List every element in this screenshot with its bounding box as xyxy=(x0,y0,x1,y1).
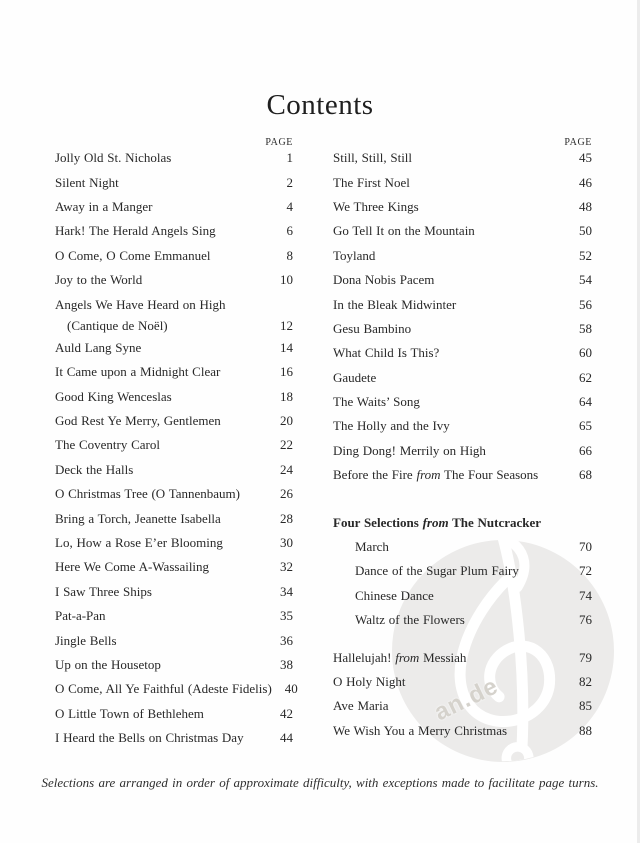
entry-title: In the Bleak Midwinter xyxy=(333,296,457,312)
page-number: 24 xyxy=(280,461,293,477)
page-number: 82 xyxy=(579,674,592,689)
entry-title: The Waits’ Song xyxy=(333,394,420,410)
toc-entry xyxy=(55,580,293,604)
page-column-header-right: PAGE xyxy=(564,137,592,148)
toc-entry xyxy=(55,726,293,750)
page-number: 32 xyxy=(280,559,293,575)
toc-entry xyxy=(55,195,293,219)
toc-entry xyxy=(55,409,293,433)
toc-entry xyxy=(333,439,592,463)
page-number: 20 xyxy=(280,413,293,429)
page-number: 46 xyxy=(579,174,592,190)
entry-title: I Heard the Bells on Christmas Day xyxy=(55,730,244,746)
entry-title: O Holy Night xyxy=(333,674,406,689)
entry-title: Away in a Manger xyxy=(55,198,153,214)
toc-entry xyxy=(333,268,592,292)
toc-entry xyxy=(55,628,293,652)
page-number: 6 xyxy=(286,223,293,239)
entry-title: The Holly and the Ivy xyxy=(333,418,450,434)
entry-title: God Rest Ye Merry, Gentlemen xyxy=(55,413,221,429)
entry-title: Joy to the World xyxy=(55,272,143,288)
page-number: 54 xyxy=(579,272,592,288)
toc-entry xyxy=(55,653,293,677)
page-number: 1 xyxy=(286,150,293,166)
entry-title: Bring a Torch, Jeanette Isabella xyxy=(55,510,221,526)
toc-entry xyxy=(333,645,592,669)
toc-entry xyxy=(55,702,293,726)
toc-entry xyxy=(55,268,293,292)
page-number: 70 xyxy=(579,539,592,555)
entry-title: Chinese Dance xyxy=(355,587,434,603)
page-number: 26 xyxy=(280,486,293,502)
entry-title: O Little Town of Bethlehem xyxy=(55,705,204,721)
toc-entry xyxy=(55,360,293,384)
entry-title: Dona Nobis Pacem xyxy=(333,272,435,288)
entry-title: O Come, O Come Emmanuel xyxy=(55,247,211,263)
page-number: 35 xyxy=(280,608,293,624)
entry-title: We Wish You a Merry Christmas xyxy=(333,722,508,738)
entry-title: Go Tell It on the Mountain xyxy=(333,223,475,239)
toc-entry xyxy=(333,317,592,341)
page-column-header-left: PAGE xyxy=(265,137,293,148)
page-number: 2 xyxy=(286,174,293,190)
entry-title: Deck the Halls xyxy=(55,461,134,477)
page-number: 12 xyxy=(280,318,293,334)
toc-entry xyxy=(333,463,592,487)
toc-entry xyxy=(333,390,592,414)
toc-entry xyxy=(333,341,592,365)
entry-subtitle: (Cantique de Noël) xyxy=(67,318,168,334)
entry-title: Pat-a-Pan xyxy=(55,608,106,624)
toc-entry xyxy=(55,170,293,194)
page-number: 18 xyxy=(280,388,293,404)
entry-title: Up on the Housetop xyxy=(55,657,161,672)
page-number: 85 xyxy=(579,698,592,714)
entry-title: Before the Fire from The Four Seasons xyxy=(333,467,539,483)
page-number: 38 xyxy=(280,657,293,672)
entry-title: O Come, All Ye Faithful (Adeste Fidelis) xyxy=(55,681,272,697)
toc-entry xyxy=(333,195,592,219)
entry-title: Waltz of the Flowers xyxy=(355,612,465,628)
entry-title: O Christmas Tree (O Tannenbaum) xyxy=(55,486,240,502)
entry-title: Here We Come A-Wassailing xyxy=(55,559,210,575)
toc-entry xyxy=(55,244,293,268)
page-number: 48 xyxy=(579,198,592,214)
entry-title: Good King Wenceslas xyxy=(55,388,172,404)
toc-entry xyxy=(333,608,592,632)
page-number: 36 xyxy=(280,632,293,648)
page-number: 42 xyxy=(280,705,293,721)
toc-entry xyxy=(333,170,592,194)
entry-title: Gaudete xyxy=(333,369,377,385)
toc-entry xyxy=(55,146,293,170)
entry-title: Jingle Bells xyxy=(55,632,117,648)
entry-title: Hallelujah! from Messiah xyxy=(333,649,467,665)
toc-entry xyxy=(333,559,592,583)
page-number: 8 xyxy=(286,247,293,263)
toc-entry xyxy=(333,414,592,438)
toc-entry xyxy=(333,535,592,559)
page-number: 66 xyxy=(579,442,592,458)
page-number: 30 xyxy=(280,535,293,551)
page-number: 10 xyxy=(280,272,293,288)
section-gap xyxy=(333,632,592,645)
toc-left-column xyxy=(55,146,298,750)
page-number: 56 xyxy=(579,296,592,312)
toc-entry xyxy=(55,604,293,628)
toc-entry xyxy=(55,506,293,530)
entry-title: I Saw Three Ships xyxy=(55,583,152,599)
page-number: 52 xyxy=(579,247,592,263)
toc-entry xyxy=(55,531,293,555)
entry-title: Jolly Old St. Nicholas xyxy=(55,150,172,166)
toc-entry xyxy=(333,719,592,743)
entry-title: We Three Kings xyxy=(333,198,419,214)
entry-title: It Came upon a Midnight Clear xyxy=(55,364,221,380)
toc-entry xyxy=(333,584,592,608)
toc-entry xyxy=(333,694,592,718)
toc-entry xyxy=(333,219,592,243)
page-number: 44 xyxy=(280,730,293,746)
page-number: 62 xyxy=(579,369,592,385)
page-number: 45 xyxy=(579,150,592,166)
page-number: 79 xyxy=(579,649,592,665)
page-title: Contents xyxy=(266,89,374,121)
page-number: 68 xyxy=(579,467,592,483)
toc-entry xyxy=(333,670,592,694)
entry-title: Still, Still, Still xyxy=(333,150,413,166)
page-number: 4 xyxy=(286,198,293,214)
entry-title: Lo, How a Rose E’er Blooming xyxy=(55,535,223,551)
page-number: 65 xyxy=(579,418,592,434)
entry-title: Ave Maria xyxy=(333,698,389,714)
entry-title: Angels We Have Heard on High xyxy=(55,296,226,312)
page-number: 34 xyxy=(280,583,293,599)
page-number: 14 xyxy=(280,339,293,355)
entry-title: Auld Lang Syne xyxy=(55,339,142,355)
entry-title: Ding Dong! Merrily on High xyxy=(333,442,486,458)
toc-entry xyxy=(333,146,592,170)
toc-entry xyxy=(55,385,293,409)
page-number: 16 xyxy=(280,364,293,380)
entry-title: The Coventry Carol xyxy=(55,437,160,453)
entry-title: Hark! The Herald Angels Sing xyxy=(55,223,216,239)
entry-title: Toyland xyxy=(333,247,376,263)
page-number: 50 xyxy=(579,223,592,239)
page-number: 28 xyxy=(280,510,293,526)
page-number: 72 xyxy=(579,563,592,579)
toc-entry xyxy=(55,677,298,701)
page-number: 40 xyxy=(284,681,298,697)
page-number: 64 xyxy=(579,394,592,410)
entry-title: Dance of the Sugar Plum Fairy xyxy=(355,563,519,579)
toc-entry xyxy=(55,219,293,243)
section-gap xyxy=(333,487,592,510)
entry-title: The First Noel xyxy=(333,174,410,190)
page-number: 74 xyxy=(579,587,592,603)
toc-entry xyxy=(55,433,293,457)
toc-entry xyxy=(55,458,293,482)
page-number: 60 xyxy=(579,345,592,361)
toc-entry xyxy=(333,510,592,534)
entry-title: Gesu Bambino xyxy=(333,320,412,336)
page-number: 58 xyxy=(579,320,592,336)
entry-title: March xyxy=(355,539,389,555)
toc-entry xyxy=(333,366,592,390)
toc-entry xyxy=(333,292,592,316)
watermark-text: an.de xyxy=(430,672,503,727)
toc-entry xyxy=(55,482,293,506)
footer-note: Selections are arranged in order of approximate difficulty, with exceptions made to facilitate page turns. xyxy=(41,775,599,790)
toc-entry xyxy=(55,555,293,579)
page-number: 76 xyxy=(579,612,592,628)
toc-entry xyxy=(333,244,592,268)
entry-title: Four Selections from The Nutcracker xyxy=(333,514,542,530)
page-number: 22 xyxy=(280,437,293,453)
entry-title: Silent Night xyxy=(55,174,119,190)
toc-right-column xyxy=(333,146,592,743)
toc-entry xyxy=(55,292,293,335)
page-number: 88 xyxy=(579,722,592,738)
entry-title: What Child Is This? xyxy=(333,345,440,361)
toc-entry xyxy=(55,336,293,360)
